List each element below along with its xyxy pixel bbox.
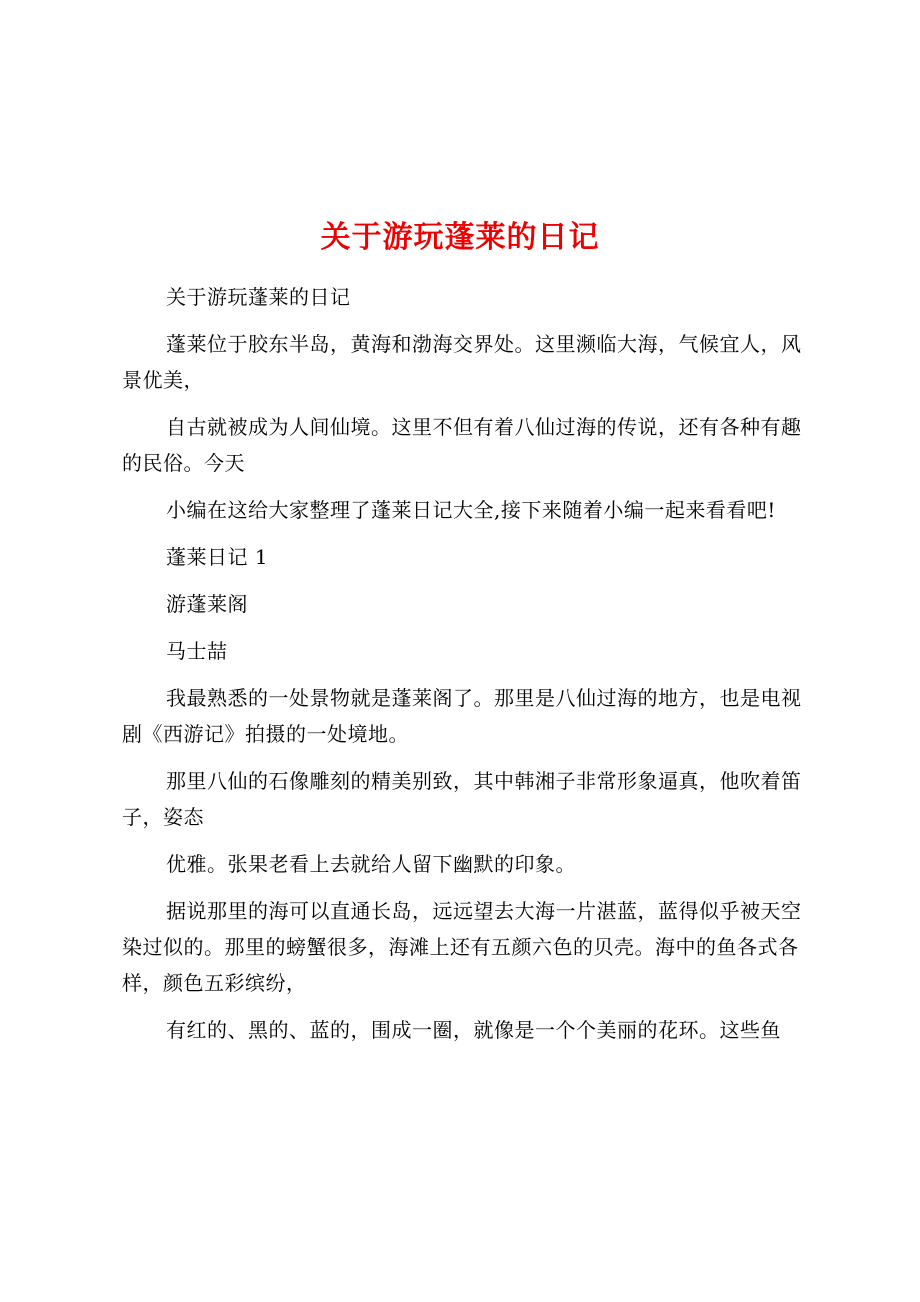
paragraph: 关于游玩蓬莱的日记 <box>166 285 351 309</box>
paragraph: 马士喆 <box>166 639 228 663</box>
paragraph: 优雅。张果老看上去就给人留下幽默的印象。 <box>166 852 576 876</box>
paragraph: 有红的、黑的、蓝的，围成一圈，就像是一个个美丽的花环。这些鱼 <box>166 1018 781 1042</box>
document-body <box>122 279 812 1059</box>
paragraph: 小编在这给大家整理了蓬莱日记大全,接下来随着小编一起来看看吧! <box>166 498 776 522</box>
paragraph: 自古就被成为人间仙境。这里不但有着八仙过海的传说，还有各种有趣的民俗。今天 <box>122 415 802 475</box>
paragraph: 那里八仙的石像雕刻的精美别致，其中韩湘子非常形象逼真，他吹着笛子，姿态 <box>122 769 802 829</box>
paragraph: 游蓬莱阁 <box>166 592 248 616</box>
paragraph: 据说那里的海可以直通长岛，远远望去大海一片湛蓝，蓝得似乎被天空染过似的。那里的螃蟹很多，海滩上还有五颜六色的贝壳。海中的鱼各式各样，颜色五彩缤纷， <box>122 899 802 995</box>
paragraph: 我最熟悉的一处景物就是蓬莱阁了。那里是八仙过海的地方，也是电视剧《西游记》拍摄的一处境地。 <box>122 686 802 746</box>
paragraph: 蓬莱位于胶东半岛，黄海和渤海交界处。这里濒临大海，气候宜人，风景优美， <box>122 332 802 392</box>
paragraph: 蓬莱日记 1 <box>166 545 269 569</box>
document-title: 关于游玩蓬莱的日记 <box>320 220 600 256</box>
